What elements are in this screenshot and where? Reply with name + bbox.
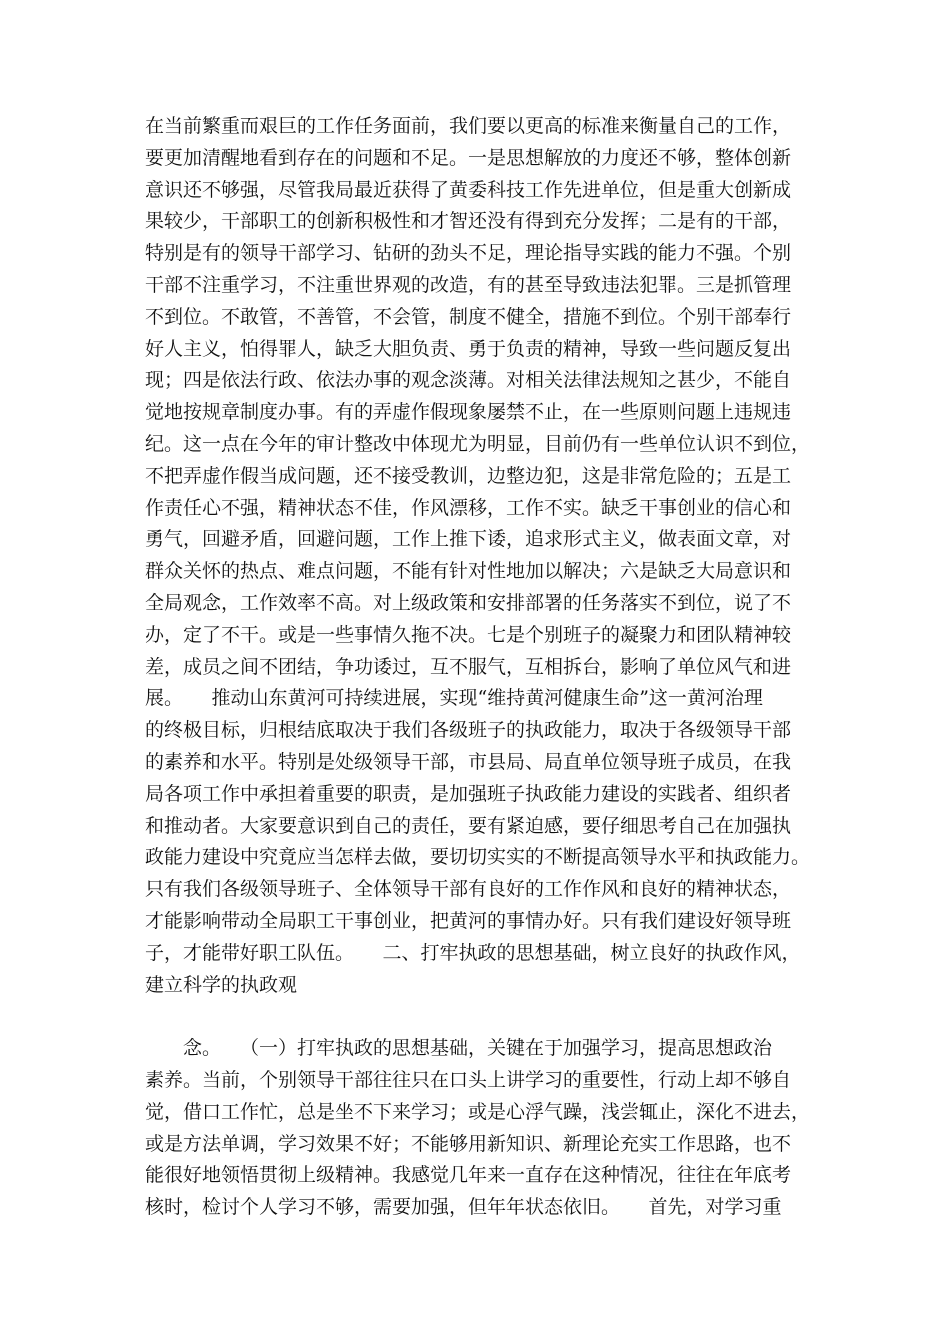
text-line: 现；四是依法行政、依法办事的观念淡薄。对相关法律法规知之甚少，不能自	[145, 369, 792, 392]
text-line: 在当前繁重而艰巨的工作任务面前，我们要以更高的标准来衡量自己的工作，	[145, 115, 792, 137]
text-line: 的素养和水平。特别是处级领导干部，市县局、局直单位领导班子成员，在我	[145, 750, 792, 773]
text-line: 局各项工作中承担着重要的职责，是加强班子执政能力建设的实践者、组织者	[145, 782, 792, 805]
text-line: 素养。当前，个别领导干部往往只在口头上讲学习的重要性，行动上却不够自	[145, 1068, 792, 1091]
text-line: 特别是有的领导干部学习、钻研的劲头不足，理论指导实践的能力不强。个别	[145, 242, 792, 265]
text-line: 不把弄虚作假当成问题，还不接受教训，边整边犯，这是非常危险的；五是工	[145, 464, 792, 487]
text-line: 才能影响带动全局职工干事创业，把黄河的事情办好。只有我们建设好领导班	[145, 909, 792, 932]
text-line: 干部不注重学习，不注重世界观的改造，有的甚至导致违法犯罪。三是抓管理	[145, 273, 792, 296]
text-line: 全局观念，工作效率不高。对上级政策和安排部署的任务落实不到位，说了不	[145, 591, 792, 614]
text-line: 展。 推动山东黄河可持续进展，实现“维持黄河健康生命”这一黄河治理	[145, 687, 763, 710]
text-line: 作责任心不强，精神状态不佳，作风漂移，工作不实。缺乏干事创业的信心和	[145, 496, 792, 519]
text-line: 建立科学的执政观	[145, 973, 298, 996]
text-line: 或是方法单调，学习效果不好；不能够用新知识、新理论充实工作思路，也不	[145, 1132, 792, 1155]
text-line: 的终极目标，归根结底取决于我们各级班子的执政能力，取决于各级领导干部	[145, 719, 792, 742]
text-line: 要更加清醒地看到存在的问题和不足。一是思想解放的力度还不够，整体创新	[145, 146, 792, 169]
text-line: 念。 （一）打牢执政的思想基础，关键在于加强学习，提高思想政治	[145, 1037, 773, 1060]
text-line: 觉，借口工作忙，总是坐不下来学习；或是心浮气躁，浅尝辄止，深化不进去，	[145, 1100, 811, 1123]
text-line: 意识还不够强，尽管我局最近获得了黄委科技工作先进单位，但是重大创新成	[145, 178, 792, 201]
text-line: 群众关怀的热点、难点问题，不能有针对性地加以解决；六是缺乏大局意识和	[145, 560, 792, 583]
text-line: 差，成员之间不团结，争功诿过，互不服气，互相拆台，影响了单位风气和进	[145, 655, 792, 678]
text-line: 勇气，回避矛盾，回避问题，工作上推下诿，追求形式主义，做表面文章，对	[145, 528, 792, 551]
text-line: 政能力建设中究竟应当怎样去做，要切切实实的不断提高领导水平和执政能力。	[145, 846, 811, 869]
text-line: 能很好地领悟贯彻上级精神。我感觉几年来一直存在这种情况，往往在年底考	[145, 1164, 792, 1187]
paragraph-gap	[145, 1001, 815, 1033]
body-text	[145, 111, 815, 1224]
text-line: 不到位。不敢管，不善管，不会管，制度不健全，措施不到位。个别干部奉行	[145, 305, 792, 328]
text-line: 只有我们各级领导班子、全体领导干部有良好的工作作风和良好的精神状态，	[145, 878, 792, 901]
text-line: 纪。这一点在今年的审计整改中体现尤为明显，目前仍有一些单位认识不到位，	[145, 432, 811, 455]
text-line: 觉地按规章制度办事。有的弄虚作假现象屡禁不止，在一些原则问题上违规违	[145, 401, 792, 424]
text-line: 办，定了不干。或是一些事情久拖不决。七是个别班子的凝聚力和团队精神较	[145, 623, 792, 646]
text-line: 好人主义，怕得罪人，缺乏大胆负责、勇于负责的精神，导致一些问题反复出	[145, 337, 792, 360]
text-line: 子，才能带好职工队伍。 二、打牢执政的思想基础，树立良好的执政作风，	[145, 941, 801, 964]
text-line: 核时，检讨个人学习不够，需要加强，但年年状态依旧。 首先，对学习重	[145, 1196, 782, 1219]
text-line: 和推动者。大家要意识到自己的责任，要有紧迫感，要仔细思考自己在加强执	[145, 814, 792, 837]
text-line: 果较少，干部职工的创新积极性和才智还没有得到充分发挥；二是有的干部，	[145, 210, 792, 233]
